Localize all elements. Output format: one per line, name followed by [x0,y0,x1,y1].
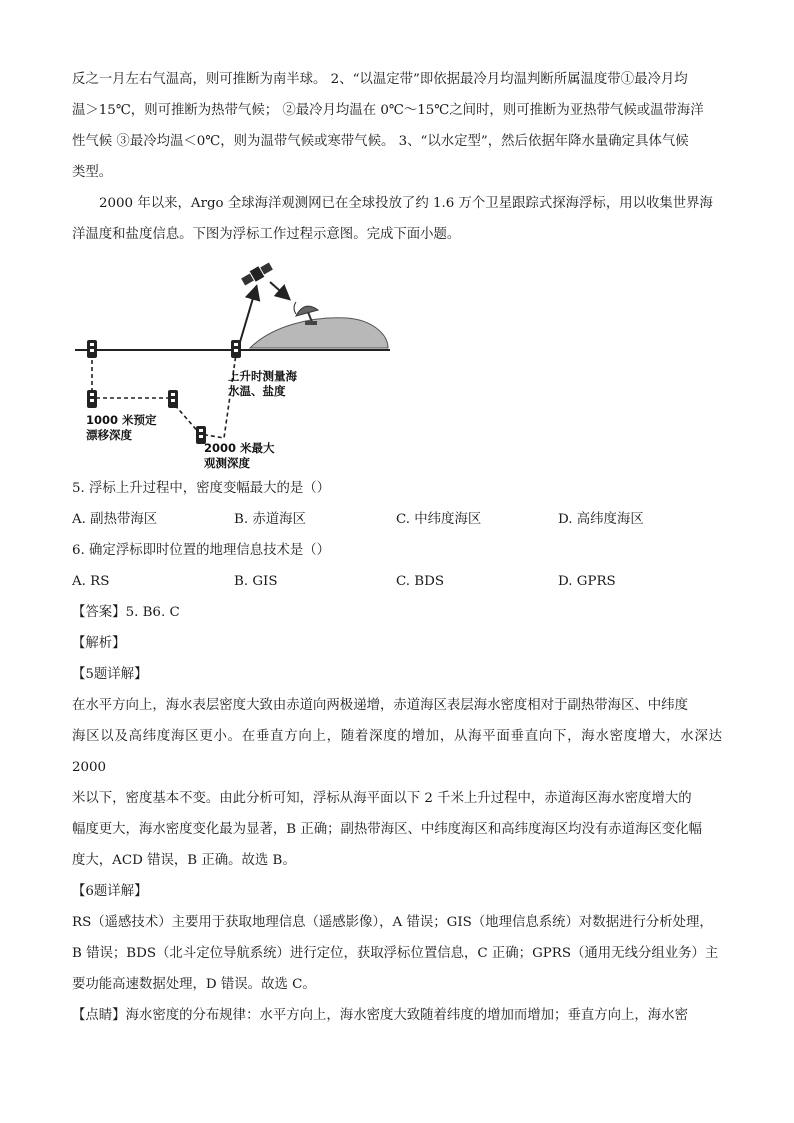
document-page [72,64,722,1031]
q6-option-b: B. GIS [234,574,278,589]
argo-float-svg [72,256,412,471]
intro-line-3: 性气候 ③最冷均温＜0℃，则为温带气候或寒带气候。 3、“以水定型”，然后依据年降水量确定具体气候 [72,134,689,149]
land-mass [250,318,388,348]
detail-5-line-4: 幅度更大，海水密度变化最为显著，B 正确；副热带海区、中纬度海区和高纬度海区均没有赤道海区变化幅 [72,822,703,837]
question-6-options [72,566,722,597]
intro-line-4: 类型。 [72,165,113,180]
q5-option-d: D. 高纬度海区 [558,512,644,527]
detail-6-line-3: 要功能高速数据处理，D 错误。故选 C。 [72,977,316,992]
label-drift-depth-2: 漂移深度 [86,428,132,442]
intro-line-1: 反之一月左右气温高，则可推断为南半球。 2、“以温定带”即依据最冷月均温判断所属温度带①最冷月均 [72,72,688,87]
satellite-dish-icon [294,302,318,325]
q6-option-a: A. RS [72,574,110,589]
float-drift-left [87,390,97,408]
detail-5-line-5: 度大，ACD 错误，B 正确。故选 B。 [72,853,296,868]
question-6-stem: 6. 确定浮标即时位置的地理信息技术是（） [72,543,331,558]
float-to-satellite-arrow [240,288,256,342]
detail-5-line-2: 海区以及高纬度海区更小。在垂直方向上，随着深度的增加，从海平面垂直向下，海水密度增大，水深达 2000 [72,729,722,775]
q6-option-c: C. BDS [396,574,445,589]
passage-line-2: 洋温度和盐度信息。下图为浮标工作过程示意图。完成下面小题。 [72,227,461,242]
detail-5-line-3: 米以下，密度基本不变。由此分析可知，浮标从海平面以下 2 千米上升过程中，赤道海区海水密度增大的 [72,791,692,806]
q5-option-c: C. 中纬度海区 [396,512,482,527]
tip-tag: 【点睛】 [72,1008,126,1023]
label-rise-1: 上升时测量海 [228,369,297,383]
q6-option-d: D. GPRS [558,574,616,589]
satellite-icon [240,261,274,287]
tip-line [72,1000,722,1031]
label-max-depth-1: 2000 米最大 [204,441,275,455]
detail-6-line-2: B 错误；BDS（北斗定位导航系统）进行定位，获取浮标位置信息，C 正确；GPRS（通用无线分组业务）主 [72,946,719,961]
answer-text: 5. B6. C [125,605,180,620]
detail-5-line-1: 在水平方向上，海水表层密度大致由赤道向两极递增，赤道海区表层海水密度相对于副热带海区、中纬度 [72,698,688,713]
label-max-depth-2: 观测深度 [204,456,250,470]
argo-float-diagram [72,256,412,471]
answer-tag: 【答案】 [72,605,126,620]
detail-6-tag: 【6题详解】 [72,884,148,899]
float-surface-left [87,340,97,358]
q5-option-a: A. 副热带海区 [72,512,158,527]
label-drift-depth-1: 1000 米预定 [86,413,157,427]
float-surface-right [231,340,241,358]
q5-option-b: B. 赤道海区 [234,512,306,527]
question-5-options [72,504,722,535]
passage-line-1: 2000 年以来，Argo 全球海洋观测网已在全球投放了约 1.6 万个卫星跟踪式探海浮标，用以收集世界海 [99,196,713,211]
answer-line [72,597,722,628]
detail-5-tag: 【5题详解】 [72,667,148,682]
analysis-tag: 【解析】 [72,636,126,651]
satellite-to-dish-arrow [270,282,288,298]
float-drift-right [168,390,178,408]
tip-text: 海水密度的分布规律：水平方向上，海水密度大致随着纬度的增加而增加；垂直方向上，海水密 [125,1008,688,1023]
question-5-stem: 5. 浮标上升过程中，密度变幅最大的是（） [72,481,331,496]
detail-6-line-1: RS（遥感技术）主要用于获取地理信息（遥感影像），A 错误；GIS（地理信息系统）对数据进行分析处理， [72,915,713,930]
intro-line-2: 温＞15℃，则可推断为热带气候； ②最冷月均温在 0℃～15℃之间时，则可推断为亚热带气候或温带海洋 [72,103,704,118]
label-rise-2: 水温、盐度 [228,384,286,398]
